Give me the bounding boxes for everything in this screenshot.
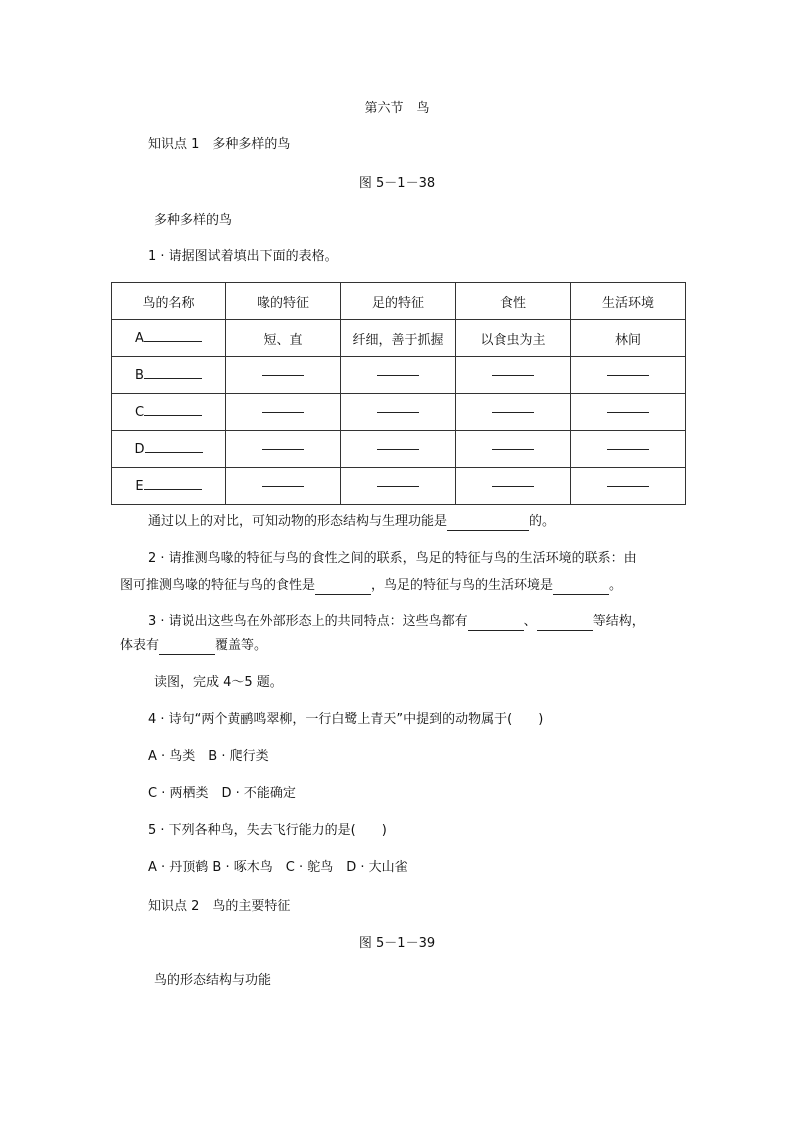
row-label: B bbox=[135, 367, 144, 383]
summary-text: 通过以上的对比，可知动物的形态结构与生理功能是 bbox=[148, 514, 448, 529]
answer-blank[interactable] bbox=[377, 374, 419, 376]
row-name-cell bbox=[112, 394, 226, 431]
question-2-line-2 bbox=[120, 577, 622, 595]
answer-blank[interactable] bbox=[537, 616, 593, 631]
table-row bbox=[112, 431, 686, 468]
beak-cell bbox=[226, 357, 341, 394]
row-label: E bbox=[135, 478, 144, 494]
row-name-cell bbox=[112, 431, 226, 468]
figure-caption-2: 鸟的形态结构与功能 bbox=[154, 973, 272, 988]
question-3-line-1 bbox=[148, 613, 645, 631]
foot-cell bbox=[341, 468, 456, 505]
table-row bbox=[112, 468, 686, 505]
answer-blank[interactable] bbox=[553, 580, 609, 595]
answer-blank[interactable] bbox=[144, 340, 202, 342]
env-cell bbox=[571, 431, 686, 468]
answer-blank[interactable] bbox=[492, 448, 534, 450]
answer-blank[interactable] bbox=[144, 377, 202, 379]
question-3-line-2 bbox=[120, 637, 267, 655]
answer-blank[interactable] bbox=[492, 374, 534, 376]
section-heading-2: 知识点 2 鸟的主要特征 bbox=[148, 899, 291, 914]
row-label: C bbox=[134, 404, 145, 420]
header-cell-name: 鸟的名称 bbox=[112, 283, 226, 320]
answer-blank[interactable] bbox=[262, 485, 304, 487]
header-cell-foot: 足的特征 bbox=[341, 283, 456, 320]
answer-blank[interactable] bbox=[144, 488, 202, 490]
reading-instruction: 读图，完成 4～5 题。 bbox=[154, 675, 283, 690]
q3-text-b: 、 bbox=[523, 614, 537, 629]
bird-feature-table bbox=[111, 282, 686, 505]
answer-blank[interactable] bbox=[159, 640, 215, 655]
header-cell-env: 生活环境 bbox=[571, 283, 686, 320]
row-name-cell bbox=[112, 320, 226, 357]
beak-cell bbox=[226, 431, 341, 468]
question-2-line-1: 2 · 请推测鸟喙的特征与鸟的食性之间的联系，鸟足的特征与鸟的生活环境的联系：由 bbox=[148, 551, 637, 566]
question-5-options: A · 丹顶鹤 B · 啄木鸟 C · 鸵鸟 D · 大山雀 bbox=[148, 860, 408, 875]
diet-cell bbox=[456, 468, 571, 505]
answer-blank[interactable] bbox=[607, 485, 649, 487]
foot-cell bbox=[341, 357, 456, 394]
header-cell-diet: 食性 bbox=[456, 283, 571, 320]
answer-blank[interactable] bbox=[492, 485, 534, 487]
q2-text-b: ，鸟足的特征与鸟的生活环境是 bbox=[371, 578, 554, 593]
beak-cell: 短、直 bbox=[226, 320, 341, 357]
table-row bbox=[112, 394, 686, 431]
answer-blank[interactable] bbox=[262, 411, 304, 413]
summary-text-end: 的。 bbox=[529, 514, 556, 529]
figure-label-1: 图 5－1－38 bbox=[358, 176, 436, 191]
row-name-cell bbox=[112, 468, 226, 505]
q2-text-a: 图可推测鸟喙的特征与鸟的食性是 bbox=[120, 578, 316, 593]
beak-cell bbox=[226, 468, 341, 505]
question-4-options-2: C · 两栖类 D · 不能确定 bbox=[148, 786, 296, 801]
table-header-row bbox=[112, 283, 686, 320]
answer-blank[interactable] bbox=[145, 451, 203, 453]
answer-blank[interactable] bbox=[447, 516, 529, 531]
question-1: 1 · 请据图试着填出下面的表格。 bbox=[148, 249, 338, 264]
answer-blank[interactable] bbox=[607, 374, 649, 376]
summary-line bbox=[148, 513, 555, 531]
table-row bbox=[112, 357, 686, 394]
answer-blank[interactable] bbox=[315, 580, 371, 595]
answer-blank[interactable] bbox=[468, 616, 524, 631]
figure-caption-1: 多种多样的鸟 bbox=[154, 213, 233, 228]
row-label: D bbox=[134, 441, 145, 457]
foot-cell bbox=[341, 394, 456, 431]
diet-cell bbox=[456, 431, 571, 468]
row-label: A bbox=[135, 330, 144, 346]
header-cell-beak: 喙的特征 bbox=[226, 283, 341, 320]
q3-text-d: 体表有 bbox=[120, 638, 160, 653]
answer-blank[interactable] bbox=[144, 414, 202, 416]
answer-blank[interactable] bbox=[377, 485, 419, 487]
env-cell bbox=[571, 357, 686, 394]
answer-blank[interactable] bbox=[492, 411, 534, 413]
question-4-options-1: A · 鸟类 B · 爬行类 bbox=[148, 749, 269, 764]
q3-text-e: 覆盖等。 bbox=[215, 638, 268, 653]
answer-blank[interactable] bbox=[377, 448, 419, 450]
q2-text-c: 。 bbox=[609, 578, 623, 593]
section-heading-1: 知识点 1 多种多样的鸟 bbox=[148, 137, 291, 152]
question-4: 4 · 诗句“两个黄鹂鸣翠柳，一行白鹭上青天”中提到的动物属于( ) bbox=[148, 712, 544, 727]
foot-cell bbox=[341, 431, 456, 468]
q3-text-a: 3 · 请说出这些鸟在外部形态上的共同特点：这些鸟都有 bbox=[148, 614, 468, 629]
env-cell bbox=[571, 394, 686, 431]
diet-cell: 以食虫为主 bbox=[456, 320, 571, 357]
env-cell bbox=[571, 468, 686, 505]
row-name-cell bbox=[112, 357, 226, 394]
answer-blank[interactable] bbox=[262, 448, 304, 450]
question-5: 5 · 下列各种鸟，失去飞行能力的是( ) bbox=[148, 823, 387, 838]
diet-cell bbox=[456, 357, 571, 394]
foot-cell: 纤细，善于抓握 bbox=[341, 320, 456, 357]
answer-blank[interactable] bbox=[262, 374, 304, 376]
diet-cell bbox=[456, 394, 571, 431]
table-row bbox=[112, 320, 686, 357]
env-cell: 林间 bbox=[571, 320, 686, 357]
q3-text-c: 等结构， bbox=[592, 614, 645, 629]
answer-blank[interactable] bbox=[607, 448, 649, 450]
page-title: 第六节 鸟 bbox=[364, 101, 430, 116]
answer-blank[interactable] bbox=[377, 411, 419, 413]
figure-label-2: 图 5－1－39 bbox=[358, 936, 436, 951]
beak-cell bbox=[226, 394, 341, 431]
answer-blank[interactable] bbox=[607, 411, 649, 413]
